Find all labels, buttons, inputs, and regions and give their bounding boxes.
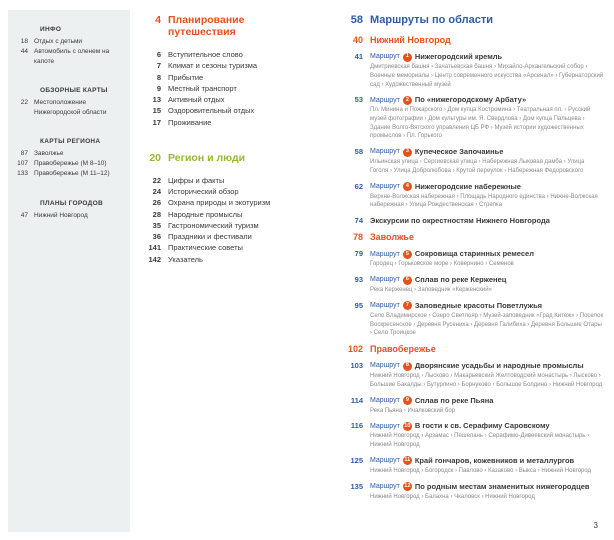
toc-entry[interactable] <box>142 254 302 265</box>
contents-section <box>142 152 302 265</box>
sidebar-toc-entry[interactable] <box>8 169 122 179</box>
route-body <box>370 52 604 89</box>
toc-entry[interactable] <box>142 117 302 128</box>
page-number: 26 <box>152 198 161 208</box>
sidebar-section-title: ПЛАНЫ ГОРОДОВ <box>40 199 103 207</box>
route-stops: Дмитриевская башня › Зачатьевская башня › Михайло-Архангельский собор › Военные мемориалы › Центр современного искусства «Арсенал» › Губернаторский сад › Художественный музей <box>370 64 604 88</box>
route-word: Маршрут <box>370 250 400 258</box>
page-number: 22 <box>20 99 28 107</box>
page-number: 6 <box>156 50 161 60</box>
route-body <box>370 249 604 269</box>
toc-entry-label: Правобережье (М 11–12) <box>34 170 110 178</box>
page-number: 22 <box>152 175 161 185</box>
route-title: По родным местам знаменитых нижегородцев <box>414 481 590 491</box>
route-title-line <box>370 147 604 157</box>
route-number-badge: 2 <box>403 96 412 105</box>
sidebar-toc-entry[interactable] <box>8 159 122 169</box>
page-number: 7 <box>156 61 161 71</box>
sidebar-toc-entry[interactable] <box>8 37 122 47</box>
route-number-badge: 12 <box>403 482 412 491</box>
page-number: 4 <box>155 14 161 26</box>
route-entry[interactable] <box>340 147 604 176</box>
toc-entry-label: Климат и сезоны туризма <box>168 61 258 71</box>
route-title-line <box>370 421 604 431</box>
route-title-line <box>370 182 604 192</box>
page-number: 114 <box>350 395 363 405</box>
route-stops: Нижний Новгород › Балахна › Чкаловск › Нижний Новгород <box>370 493 535 500</box>
route-entry[interactable] <box>340 182 604 211</box>
toc-entry-label: Цифры и факты <box>168 175 225 185</box>
routes-subsection-header <box>340 232 604 242</box>
route-entry[interactable] <box>340 95 604 141</box>
route-number-badge: 6 <box>403 276 412 285</box>
sidebar-toc-entry[interactable] <box>8 98 122 118</box>
sidebar-section <box>8 26 122 67</box>
toc-entry-label: Вступительное слово <box>168 50 243 60</box>
route-entry[interactable] <box>340 275 604 295</box>
route-word: Маршрут <box>370 482 400 490</box>
route-stops: Река Пьяна › Ичалковский бор <box>370 407 456 414</box>
page-number: 35 <box>152 220 161 230</box>
route-title: Сплав по реке Пьяна <box>414 395 494 405</box>
route-title: Нижегородские набережные <box>414 181 521 191</box>
sidebar-section <box>8 200 122 221</box>
toc-entry-label: Практические советы <box>168 243 243 253</box>
routes-subsection <box>340 35 604 226</box>
route-title-line <box>370 396 604 406</box>
route-entry[interactable] <box>340 301 604 338</box>
page-number: 20 <box>149 151 161 164</box>
toc-entry-label: Праздники и фестивали <box>168 232 252 242</box>
routes-subsection-header <box>340 344 604 354</box>
page-number: 36 <box>152 232 161 242</box>
contents-section-title: Планирование путешествия <box>168 14 245 39</box>
route-title-line <box>370 95 604 105</box>
route-number-badge: 7 <box>403 301 412 310</box>
page-number: 102 <box>347 344 363 354</box>
page-number: 40 <box>352 35 363 45</box>
toc-entry-label: Оздоровительный отдых <box>168 106 255 116</box>
routes-subsection <box>340 232 604 338</box>
sidebar-section-title: ИНФО <box>40 26 62 33</box>
route-stops: Городец › Горьковское море › Ковернино › Семенов <box>370 261 514 268</box>
route-number-badge: 8 <box>403 362 412 371</box>
route-body <box>370 275 604 295</box>
toc-entry[interactable] <box>142 197 302 208</box>
route-title-line <box>370 216 604 226</box>
contents-section-title: Регион и люди <box>168 151 246 164</box>
sidebar <box>8 10 130 532</box>
page-number: 8 <box>156 72 161 82</box>
route-word: Маршрут <box>370 148 400 156</box>
route-stops: Село Владимирское › Озеро Светлояр › Музей-заповедник «Град Китеж» › Поселок Воскресенское › Деревня Русениха › Деревня Галибиха › Деревня Большие Отары › Село Троицкое <box>370 312 604 337</box>
route-title-line <box>370 456 604 466</box>
page-number: 95 <box>354 300 363 310</box>
toc-entry[interactable] <box>142 94 302 105</box>
route-body <box>370 147 604 176</box>
route-entry[interactable] <box>340 456 604 476</box>
route-body <box>370 361 604 390</box>
sidebar-section <box>8 138 122 179</box>
route-title: Экскурсии по окрестностям Нижнего Новгорода <box>370 216 550 226</box>
page-number: 103 <box>350 361 363 370</box>
toc-entry-label: Указатель <box>168 254 203 264</box>
route-title: Край гончаров, кожевников и металлургов <box>414 455 575 465</box>
route-title-line <box>370 301 604 311</box>
route-body <box>370 421 604 450</box>
route-word: Маршрут <box>370 457 400 465</box>
route-title: Заповедные красоты Поветлужья <box>414 300 543 310</box>
page-number: 79 <box>354 249 363 259</box>
page-number: 93 <box>354 275 363 284</box>
toc-entry[interactable] <box>142 209 302 220</box>
page-number: 87 <box>20 150 28 158</box>
page-number: 17 <box>152 117 161 127</box>
routes-header <box>340 14 604 26</box>
page-number: 142 <box>148 254 161 264</box>
toc-entry-label: Проживание <box>168 117 212 127</box>
folio-page-number: 3 <box>593 521 598 530</box>
route-word: Маршрут <box>370 182 400 190</box>
page-number: 135 <box>350 481 363 491</box>
routes-subsection-header <box>340 35 604 45</box>
toc-entry-label: Отдых с детьми <box>34 38 83 45</box>
route-stops: Нижний Новгород › Арзамас › Пешелань › Серафимо-Дивеевский монастырь › Нижний Новгород <box>370 433 590 449</box>
sidebar-section <box>8 87 122 118</box>
route-title-line <box>370 482 604 492</box>
route-word: Маршрут <box>370 362 400 370</box>
route-body <box>370 301 604 338</box>
route-body <box>370 456 604 476</box>
route-entry[interactable] <box>340 421 604 450</box>
toc-entry-label: Прибытие <box>168 72 204 82</box>
page-number: 74 <box>354 216 363 226</box>
toc-entry-label: Автомобиль с оленем на капоте <box>34 48 110 66</box>
toc-entry[interactable] <box>142 242 302 253</box>
routes-subsection <box>340 344 604 501</box>
subsection-title: Заволжье <box>370 232 414 243</box>
page-number: 58 <box>354 147 363 157</box>
page-number: 116 <box>350 421 363 431</box>
toc-entry-label: Активный отдых <box>168 95 225 105</box>
route-title: Нижегородский кремль <box>414 52 503 61</box>
route-body <box>370 182 604 211</box>
toc-entry[interactable] <box>142 83 302 94</box>
route-title-line <box>370 361 604 371</box>
contents-section-header <box>142 14 302 38</box>
route-title: По «нижегородскому Арбату» <box>414 95 527 105</box>
page-number: 13 <box>152 95 161 105</box>
page-number: 28 <box>152 209 161 219</box>
contents-section-header <box>142 152 302 164</box>
sidebar-section-title: КАРТЫ РЕГИОНА <box>40 138 101 146</box>
route-title: В гости к св. Серафиму Саровскому <box>414 421 550 431</box>
page-number: 125 <box>350 455 363 465</box>
route-entry[interactable] <box>340 216 604 226</box>
route-word: Маршрут <box>370 396 400 404</box>
route-body <box>370 216 604 226</box>
page-number: 41 <box>354 52 363 61</box>
toc-entry-label: Гастрономический туризм <box>168 220 259 230</box>
route-stops: Пл. Минина и Пожарского › Дом купца Костромина › Театральная пл. › Русский музей фотографии › Дом культуры им. Я. Свердлова › Дом купца Пальцева › Здание Волго-Вятского управления ЦБ РФ › Музей истории художественных промыслов › Пл. Горького <box>370 107 591 140</box>
toc-entry-label: Местный транспорт <box>168 83 237 93</box>
route-number-badge: 1 <box>403 53 412 62</box>
route-stops: Река Керженец › Заповедник «Керженский» <box>370 287 492 294</box>
routes-column <box>340 14 604 507</box>
page-number: 53 <box>354 95 363 105</box>
sidebar-section-title: ОБЗОРНЫЕ КАРТЫ <box>40 87 108 95</box>
toc-entry[interactable] <box>142 186 302 197</box>
toc-entry[interactable] <box>142 231 302 242</box>
toc-entry[interactable] <box>142 220 302 231</box>
route-title: Сплав по реке Керженец <box>414 275 507 284</box>
page-number: 78 <box>352 232 363 243</box>
page-number: 47 <box>20 211 28 219</box>
route-title: Купеческое Започаинье <box>414 147 504 157</box>
route-title-line <box>370 52 604 62</box>
route-number-badge: 9 <box>403 396 412 405</box>
toc-entry[interactable] <box>142 60 302 71</box>
page-number: 62 <box>354 181 363 191</box>
route-stops: Нижний Новгород › Богородск › Павлово › Казаково › Выкса › Нижний Новгород <box>370 467 592 474</box>
route-word: Маршрут <box>370 302 400 310</box>
page-number: 44 <box>20 48 28 56</box>
route-number-badge: 11 <box>403 456 412 465</box>
subsection-title: Правобережье <box>370 344 436 354</box>
sidebar-toc-entry[interactable] <box>8 211 122 221</box>
page-number: 24 <box>152 187 161 197</box>
toc-entry[interactable] <box>142 105 302 116</box>
route-word: Маршрут <box>370 276 400 284</box>
route-title-line <box>370 249 604 259</box>
page-number: 18 <box>20 38 28 45</box>
route-title-line <box>370 275 604 285</box>
toc-entry-label: Исторический обзор <box>168 187 239 197</box>
sidebar-toc-entry[interactable] <box>8 149 122 159</box>
page-number: 133 <box>17 170 28 178</box>
sidebar-toc-entry[interactable] <box>8 47 122 67</box>
toc-entry-label: Народные промыслы <box>168 209 243 219</box>
route-entry[interactable] <box>340 482 604 502</box>
route-subsections <box>340 35 604 501</box>
toc-entry[interactable] <box>142 72 302 83</box>
toc-entry-label: Охрана природы и экотуризм <box>168 198 271 208</box>
route-entry[interactable] <box>340 249 604 269</box>
routes-header-title: Маршруты по области <box>370 14 493 26</box>
route-word: Маршрут <box>370 96 400 104</box>
subsection-title: Нижний Новгород <box>370 35 451 45</box>
toc-entry[interactable] <box>142 49 302 60</box>
route-stops: Нижний Новгород › Лысково › Макарьевский Желтоводский монастырь › Лысково › Большие Бакалды › Бутурлино › Борнуково › Большое Болдино › Нижний Новгород <box>370 373 603 388</box>
toc-entry-label: Заволжье <box>34 150 64 158</box>
page-number: 15 <box>152 106 161 116</box>
route-title: Сокровища старинных ремесел <box>414 249 534 259</box>
route-body <box>370 95 604 141</box>
route-title: Дворянские усадьбы и народные промыслы <box>414 361 584 370</box>
page-number: 107 <box>17 160 28 168</box>
route-stops: Верхне-Волжская набережная › Площадь Народного единства › Нижне-Волжская набережная › Улица Рождественская › Стрелка <box>370 193 598 209</box>
page-number: 9 <box>156 83 161 93</box>
toc-entry-label: Правобережье (М 8–10) <box>34 160 107 168</box>
page-number: 141 <box>148 243 161 253</box>
toc-entry-label: Местоположение Нижегородской области <box>34 99 107 117</box>
route-body <box>370 396 604 416</box>
route-word: Маршрут <box>370 422 400 430</box>
route-number-badge: 4 <box>403 182 412 191</box>
page-number: 58 <box>350 14 363 26</box>
toc-entry[interactable] <box>142 175 302 186</box>
route-entry[interactable] <box>340 361 604 390</box>
contents-column <box>142 14 302 289</box>
route-word: Маршрут <box>370 53 400 61</box>
route-body <box>370 482 604 502</box>
route-number-badge: 5 <box>403 250 412 259</box>
route-stops: Ильинская улица › Сергиевская улица › Набережная Лыковая дамба › Улица Гоголя › Улица Добролюбова › Крутой переулок › Набережная Федоровского <box>370 159 585 174</box>
route-entry[interactable] <box>340 52 604 89</box>
route-number-badge: 3 <box>403 148 412 157</box>
route-number-badge: 10 <box>403 422 412 431</box>
toc-entry-label: Нижний Новгород <box>34 211 88 219</box>
route-entry[interactable] <box>340 396 604 416</box>
contents-section <box>142 14 302 128</box>
